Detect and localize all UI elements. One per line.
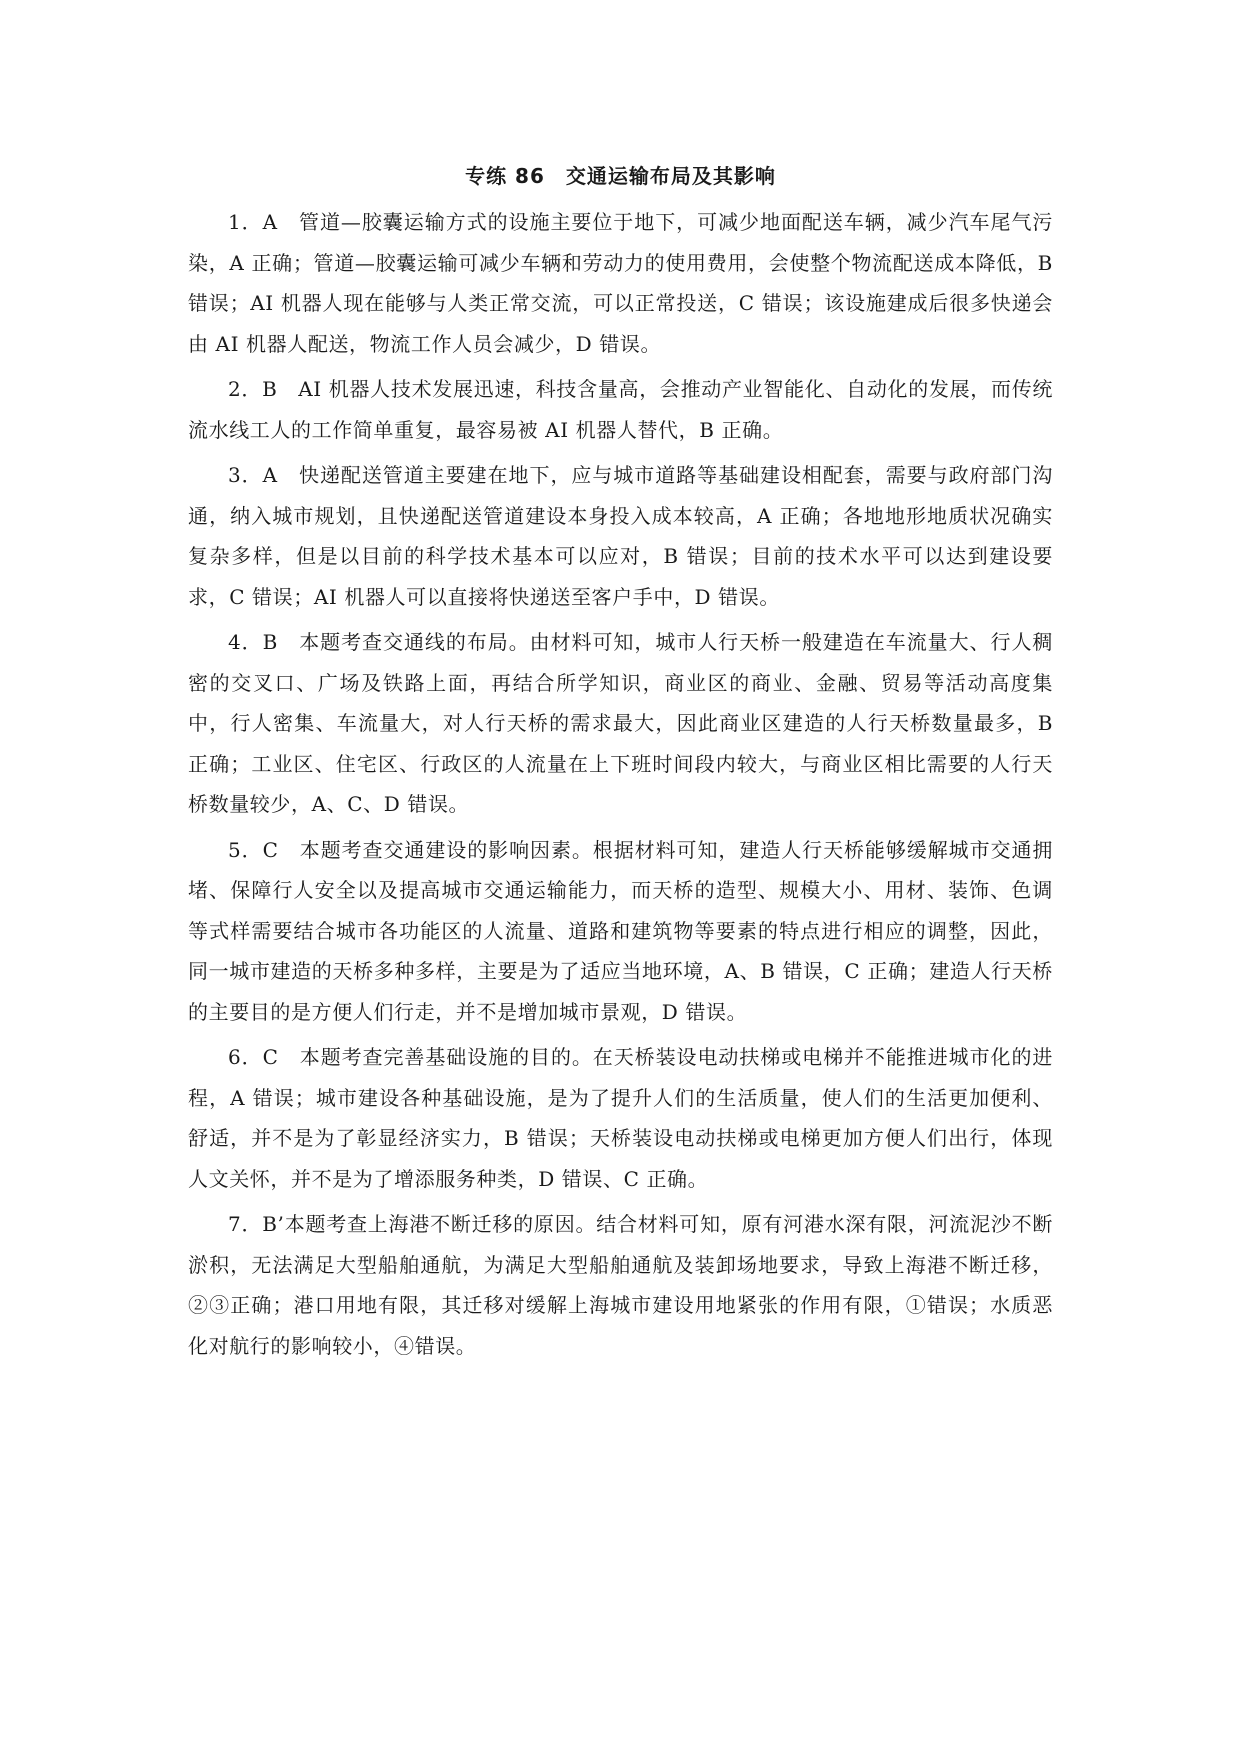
answer-item-6: 6．C 本题考查完善基础设施的目的。在天桥装设电动扶梯或电梯并不能推进城市化的进程，A 错误；城市建设各种基础设施，是为了提升人们的生活质量，使人们的生活更加便利、舒适，并不是为了彰显经济实力，B 错误；天桥装设电动扶梯或电梯更加方便人们出行，体现人文关怀，并不是为了增添服务种类，D 错误、C 正确。 (188, 1045, 1053, 1191)
page-title: 专练 86 交通运输布局及其影响 (465, 164, 776, 188)
answer-item-5: 5．C 本题考查交通建设的影响因素。根据材料可知，建造人行天桥能够缓解城市交通拥堵、保障行人安全以及提高城市交通运输能力，而天桥的造型、规模大小、用材、装饰、色调等式样需要结合城市各功能区的人流量、道路和建筑物等要素的特点进行相应的调整，因此，同一城市建造的天桥多种多样，主要是为了适应当地环境，A、B 错误，C 正确；建造人行天桥的主要目的是方便人们行走，并不是增加城市景观，D 错误。 (188, 837, 1053, 1024)
answer-item-7: 7．B’本题考查上海港不断迁移的原因。结合材料可知，原有河港水深有限，河流泥沙不断淤积，无法满足大型船舶通航，为满足大型船舶通航及装卸场地要求，导致上海港不断迁移，②③正确；港口用地有限，其迁移对缓解上海城市建设用地紧张的作用有限，①错误；水质恶化对航行的影响较小，④错误。 (188, 1212, 1053, 1358)
answer-item-1: 1．A 管道—胶囊运输方式的设施主要位于地下，可减少地面配送车辆，减少汽车尾气污染，A 正确；管道—胶囊运输可减少车辆和劳动力的使用费用，会使整个物流配送成本降低，B 错误；AI 机器人现在能够与人类正常交流，可以正常投送，C 错误；该设施建成后很多快递会由 AI 机器人配送，物流工作人员会减少，D 错误。 (188, 210, 1053, 356)
answer-item-2: 2．B AI 机器人技术发展迅速，科技含量高，会推动产业智能化、自动化的发展，而传统流水线工人的工作简单重复，最容易被 AI 机器人替代，B 正确。 (188, 377, 1053, 442)
document-page (188, 150, 1053, 1371)
answer-item-4: 4．B 本题考查交通线的布局。由材料可知，城市人行天桥一般建造在车流量大、行人稠密的交叉口、广场及铁路上面，再结合所学知识，商业区的商业、金融、贸易等活动高度集中，行人密集、车流量大，对人行天桥的需求最大，因此商业区建造的人行天桥数量最多，B 正确；工业区、住宅区、行政区的人流量在上下班时间段内较大，与商业区相比需要的人行天桥数量较少，A、C、D 错误。 (188, 630, 1053, 816)
answer-item-3: 3．A 快递配送管道主要建在地下，应与城市道路等基础建设相配套，需要与政府部门沟通，纳入城市规划，且快递配送管道建设本身投入成本较高，A 正确；各地地形地质状况确实复杂多样，但是以目前的科学技术基本可以应对，B 错误；目前的技术水平可以达到建设要求，C 错误；AI 机器人可以直接将快递送至客户手中，D 错误。 (188, 463, 1053, 609)
